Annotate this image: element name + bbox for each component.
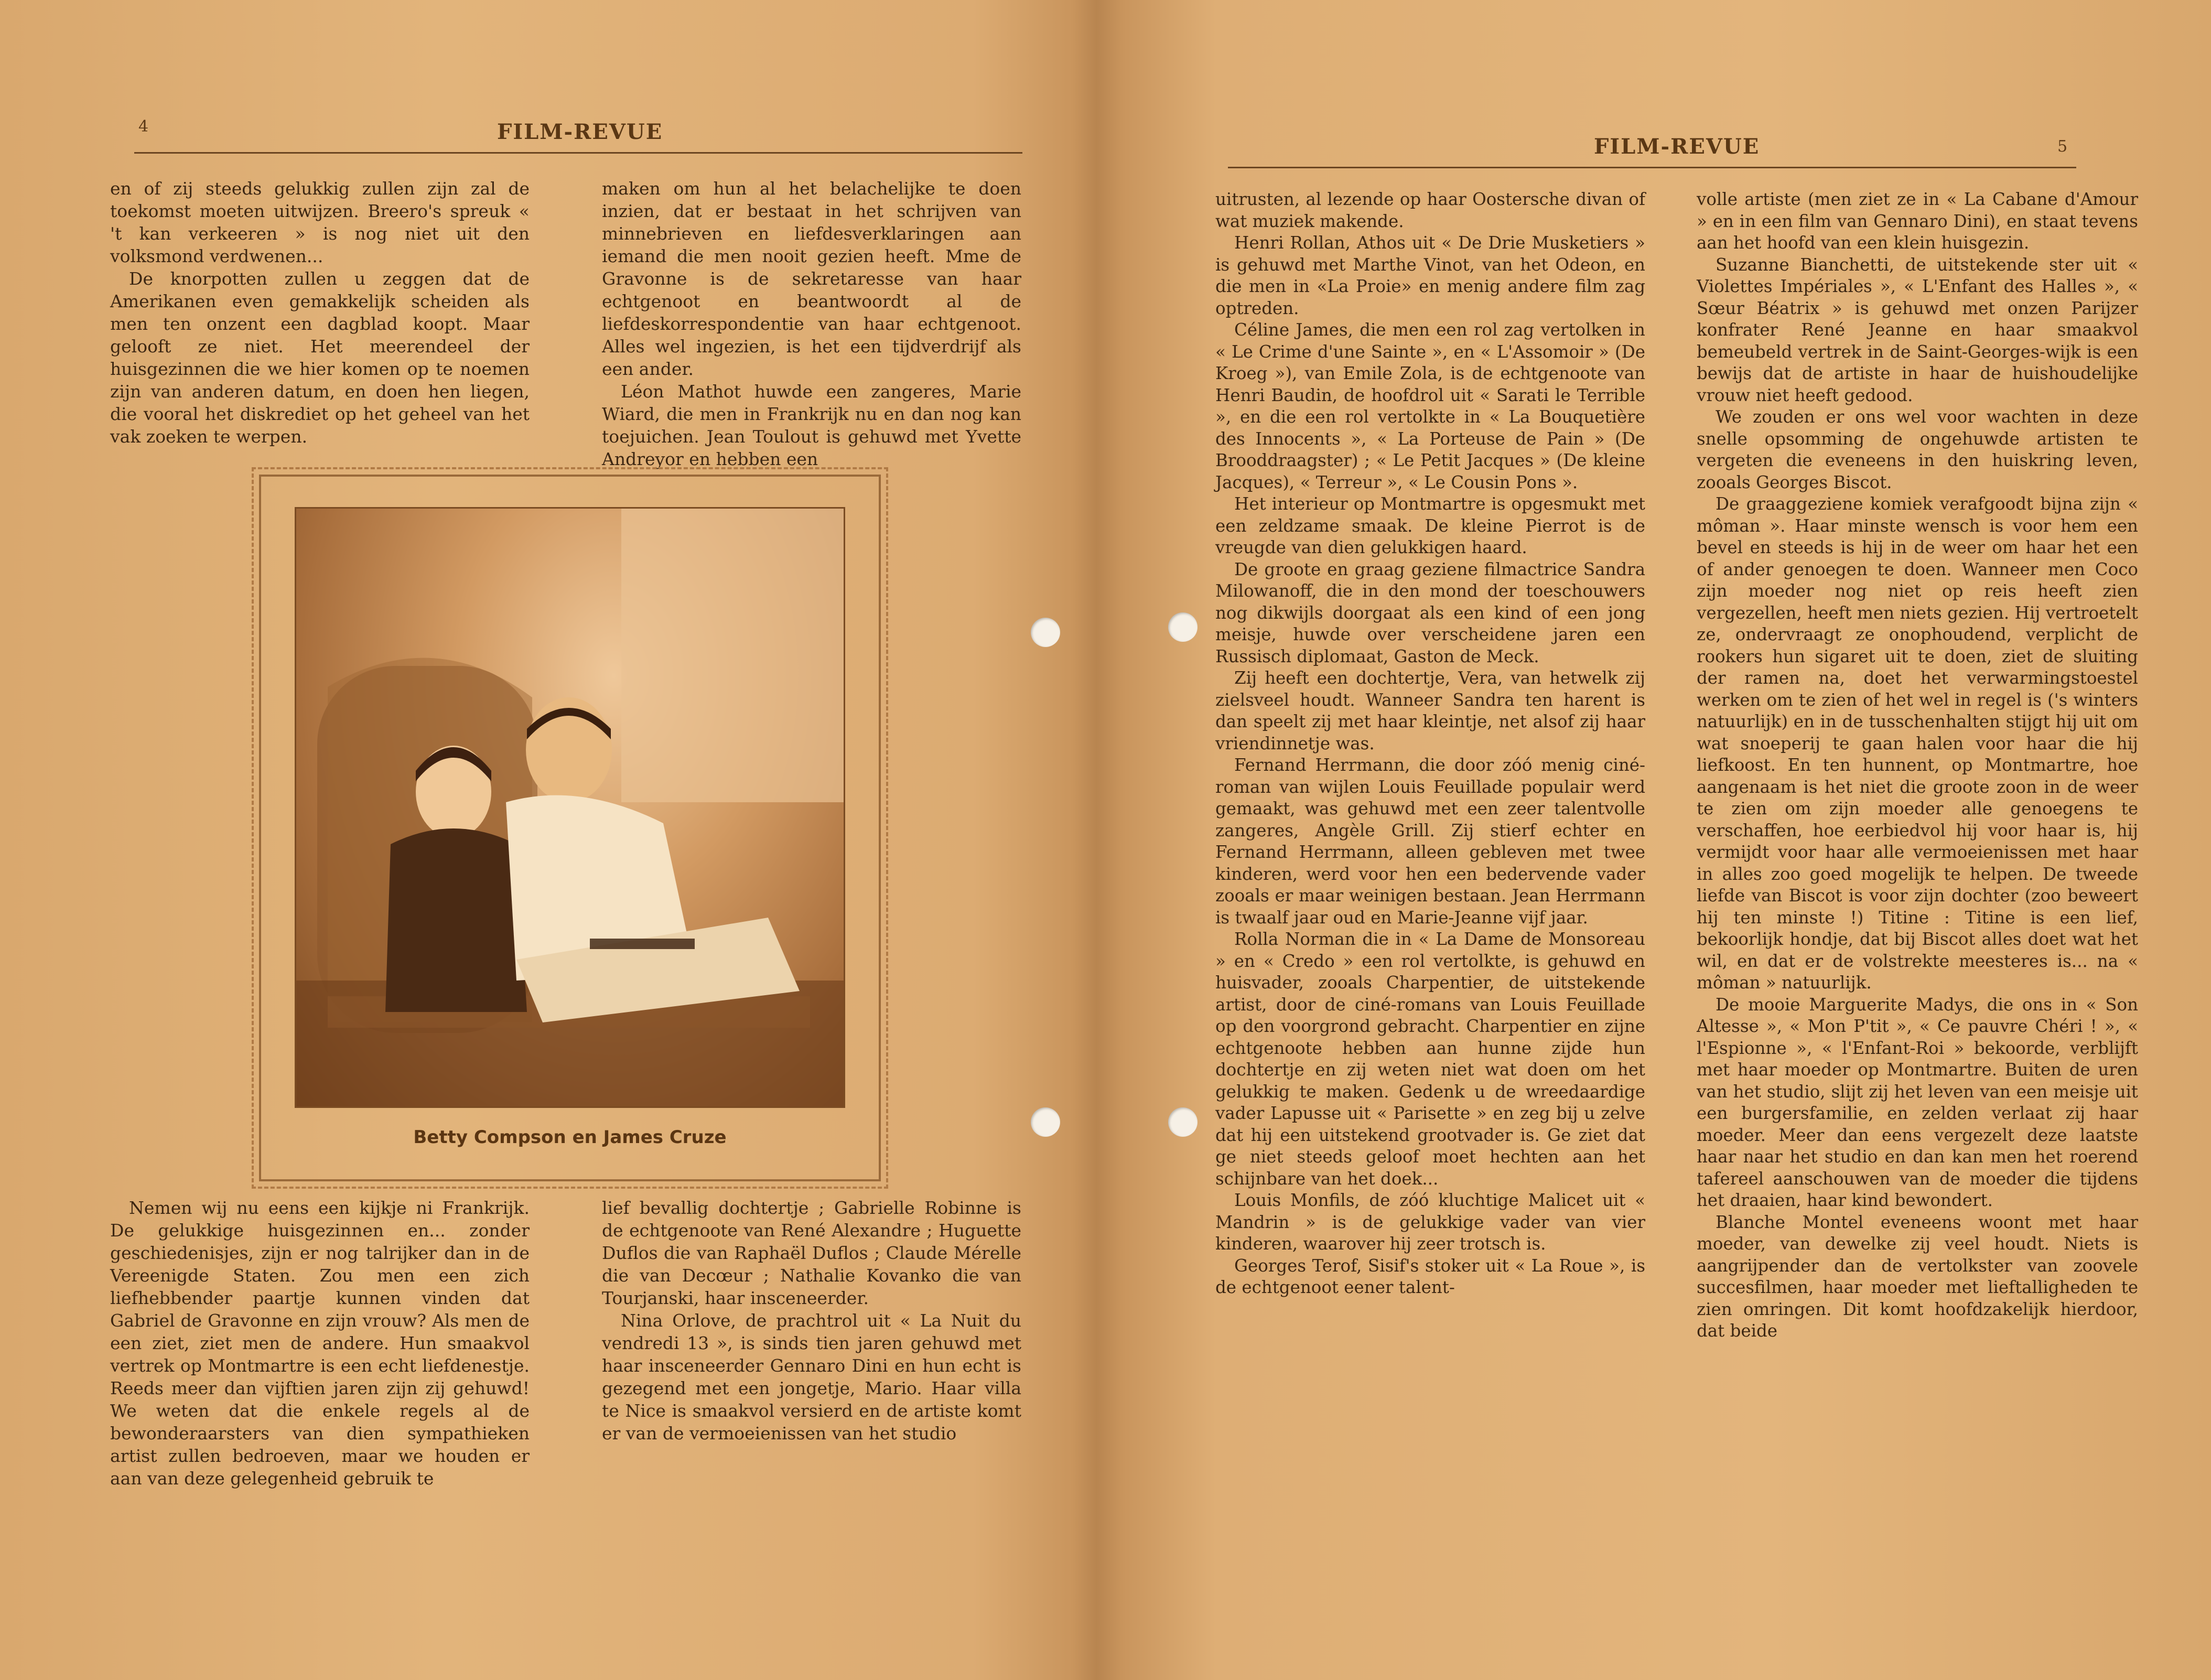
binder-hole (1168, 1107, 1198, 1137)
paragraph: Zij heeft een dochtertje, Vera, van hetwelk zij zielsveel houdt. Wanneer Sandra ten harent is dan speelt zij met haar kleintje, net alsof zij haar vriendinnetje was. (1215, 668, 1645, 753)
paragraph: en of zij steeds gelukkig zullen zijn zal de toekomst moeten uitwijzen. Breero's spreuk « 't kan verkeeren » is nog niet uit den volksmond verdwenen... (110, 178, 530, 266)
paragraph: Nemen wij nu eens een kijkje ni Frankrijk. De gelukkige huisgezinnen en... zonder geschiedenisjes, zijn er nog talrijker dan in de Vereenigde Staten. Zou men een zich liefhebbender paartje kunnen vinden dat Gabriel de Gravonne en zijn vrouw? Als men de een ziet, ziet men de andere. Hun smaakvol vertrek op Montmartre is een echt liefdenestje. Reeds meer dan vijftien jaren zijn zij gehuwd! We weten dat die enkele regels al de bewonderaarsters van dien sympathieken artist zullen bedroeven, maar we houden er aan van deze gelegenheid gebruik te (110, 1198, 530, 1489)
paragraph: Léon Mathot huwde een zangeres, Marie Wiard, die men in Frankrijk nu en dan nog kan toejuichen. Jean Toulout is gehuwd met Yvette Andreyor en hebben een (602, 381, 1021, 469)
column-left-top (110, 177, 530, 448)
paragraph: Louis Monfils, de zóó kluchtige Malicet uit « Mandrin » is de gelukkige vader van vier kinderen, waarover hij zeer trotsch is. (1215, 1190, 1645, 1254)
photo-illustration (296, 509, 844, 1106)
column-right (1697, 189, 2138, 1342)
paragraph: Suzanne Bianchetti, de uitstekende ster uit « Violettes Impériales », « L'Enfant des Halles », « Sœur Béatrix » is gehuwd met onzen Parijzer konfrater René Jeanne en haar smaakvol bemeubeld vertrek in de Saint-Georges-wijk is een bewijs dat de artiste in haar de huishoudelijke vrouw niet heeft gedood. (1697, 254, 2138, 405)
paragraph: Fernand Herrmann, die door zóó menig ciné-roman van wijlen Louis Feuillade populair werd gemaakt, was gehuwd met een zeer talentvolle zangeres, Angèle Grill. Zij stierf echter en Fernand Herrmann, alleen gebleven met twee kinderen, werd voor hen een bedervende vader zooals er maar weinigen bestaan. Jean Herrmann is twaalf jaar oud en Marie-Jeanne vijf jaar. (1215, 755, 1645, 928)
paragraph: De knorpotten zullen u zeggen dat de Amerikanen even gemakkelijk scheiden als men ten onzent een dagblad koopt. Maar gelooft ze niet. Het meerendeel der huisgezinnen die we hier komen op te noemen zijn van anderen datum, en doen hen liegen, die vooral het diskrediet op het geheel van het vak zoeken te werpen. (110, 268, 530, 447)
left-page (0, 0, 1101, 1680)
photo-frame (259, 475, 881, 1181)
header-rule (1228, 167, 2076, 168)
right-page (1105, 0, 2211, 1680)
paragraph: maken om hun al het belachelijke te doen inzien, dat er bestaat in het schrijven van minnebrieven en liefdesverklaringen aan iemand die men nooit gezien heeft. Mme de Gravonne is de sekretaresse van haar echtgenoot en beantwoordt al de liefdeskorrespondentie van haar echtgenoot. Alles wel ingezien, is het een tijdverdrijf als een ander. (602, 178, 1021, 379)
column-right-bottom (602, 1197, 1021, 1445)
paragraph: Henri Rollan, Athos uit « De Drie Musketiers » is gehuwd met Marthe Vinot, van het Odeon, en die men in «La Proie» en menig andere film zag optreden. (1215, 233, 1645, 318)
paragraph: uitrusten, al lezende op haar Oostersche divan of wat muziek makende. (1215, 189, 1645, 231)
column-left (1215, 189, 1645, 1299)
page-number: 5 (2057, 137, 2068, 156)
paragraph: Nina Orlove, de prachtrol uit « La Nuit du vendredi 13 », is sinds tien jaren gehuwd met haar insceneerder Gennaro Dini en hun echt is gezegend met een jongetje, Mario. Haar villa te Nice is smaakvol versierd en de artiste komt er van de vermoeienissen van het studio (602, 1310, 1021, 1444)
column-right-top (602, 177, 1021, 470)
running-head: FILM-REVUE (1594, 134, 1760, 159)
paragraph: Het interieur op Montmartre is opgesmukt met een zeldzame smaak. De kleine Pierrot is de vreugde van dien gelukkigen haard. (1215, 494, 1645, 557)
column-left-bottom (110, 1197, 530, 1490)
photo-betty-compson-james-cruze (295, 507, 845, 1108)
paragraph: Rolla Norman die in « La Dame de Monsoreau » en « Credo » een rol vertolkte, is gehuwd en huisvader, zooals Charpentier, de uitstekende artist, door de ciné-romans van Louis Feuillade op den voorgrond gebracht. Charpentier en zijne echtgenoote hebben aan hunne zijde hun dochtertje en zij weten niet wat doen om het gelukkig te maken. Gedenk u de wreedaardige vader Lapusse uit « Parisette » en zeg bij u zelve dat hij een uitstekend grootvader is. Ge ziet dat ge niet steeds geloof moet hechten aan het schijnbare van het doek... (1215, 929, 1645, 1189)
paragraph: Céline James, die men een rol zag vertolken in « Le Crime d'une Sainte », en « L'Assomoir » (De Kroeg »), van Emile Zola, is de echtgenoote van Henri Baudin, de hoofdrol uit « Sarati le Terrible », en die een rol vertolkte in « La Bouquetière des Innocents », « La Porteuse de Pain » (De Brooddraagster) ; « Le Petit Jacques » (De kleine Jacques), « Terreur », « Le Cousin Pons ». (1215, 320, 1645, 492)
paragraph: Blanche Montel eveneens woont met haar moeder, van dewelke zij veel houdt. Niets is aangrijpender dan de vertolkster van zoovele succesfilmen, haar moeder met lieftalligheden te zien omringen. Dit komt hoofdzakelijk hierdoor, dat beide (1697, 1212, 2138, 1341)
page-number: 4 (138, 117, 149, 136)
paragraph: De graaggeziene komiek verafgoodt bijna zijn « môman ». Haar minste wensch is voor hem een bevel en steeds is hij in de weer om haar het een of ander genoegen te doen. Wanneer men Coco zijn moeder nog niet op reis heeft zien vergezellen, heeft men niets gezien. Hij vertroetelt ze, ondervraagt ze onophoudend, verplicht de rookers hun sigaret uit te doen, ziet de sluiting der ramen na, doet het verwarmingstoestel werken om te zien of het wel in regel is ('s winters natuurlijk) en in de tusschenhalten stijgt hij uit om wat snoeperij te gaan halen voor haar die hij liefkoost. En ten hunnent, op Montmartre, hoe aangenaam is het niet die groote zoon in de weer te zien om zijn moeder alle genoegens te verschaffen, hoe eerbiedvol hij voor haar is, hij vermijdt voor haar alle vermoeienissen met haar in alles zoo goed mogelijk te helpen. De tweede liefde van Biscot is voor zijn dochter (zoo beweert hij ten minste !) Titine : Titine is een lief, bekoorlijk hondje, dat bij Biscot alles doet wat het wil, en dat er de volstrekte meesteres is... na « môman » natuurlijk. (1697, 494, 2138, 993)
paragraph: Georges Terof, Sisif's stoker uit « La Roue », is de echtgenoot eener talent- (1215, 1255, 1645, 1297)
paragraph: De groote en graag geziene filmactrice Sandra Milowanoff, die in den mond der toeschouwers nog dikwijls doorgaat als een kind of een jong meisje, huwde over verscheidene jaren een Russisch diplomaat, Gaston de Meck. (1215, 559, 1645, 666)
paragraph: volle artiste (men ziet ze in « La Cabane d'Amour » en in een film van Gennaro Dini), en staat tevens aan het hoofd van een klein huisgezin. (1697, 189, 2138, 253)
binder-hole (1031, 1107, 1060, 1137)
header-rule (134, 152, 1022, 154)
binder-hole (1168, 612, 1198, 642)
paragraph: De mooie Marguerite Madys, die ons in « Son Altesse », « Mon P'tit », « Ce pauvre Chéri ! », « l'Espionne », « l'Enfant-Roi » bekoorde, verblijft met haar moeder op Montmartre. Buiten de uren van het studio, slijt zij het leven van een meisje uit een burgersfamilie, en zelden verlaat zij haar moeder. Meer dan eens vergezelt deze laatste haar naar het studio en dan kan men het roerend tafereel aanschouwen van de moeder die tijdens het draaien, haar kind bewondert. (1697, 994, 2138, 1210)
photo-caption: Betty Compson en James Cruze (413, 1127, 727, 1148)
paragraph: We zouden er ons wel voor wachten in deze snelle opsomming de ongehuwde artisten te vergeten die eveneens in den huiskring leven, zooals Georges Biscot. (1697, 407, 2138, 492)
binder-hole (1031, 618, 1060, 647)
paragraph: lief bevallig dochtertje ; Gabrielle Robinne is de echtgenoote van René Alexandre ; Huguette Duflos die van Raphaël Duflos ; Claude Mérelle die van Decœur ; Nathalie Kovanko die van Tourjanski, haar insceneerder. (602, 1198, 1021, 1308)
running-head: FILM-REVUE (497, 120, 663, 144)
